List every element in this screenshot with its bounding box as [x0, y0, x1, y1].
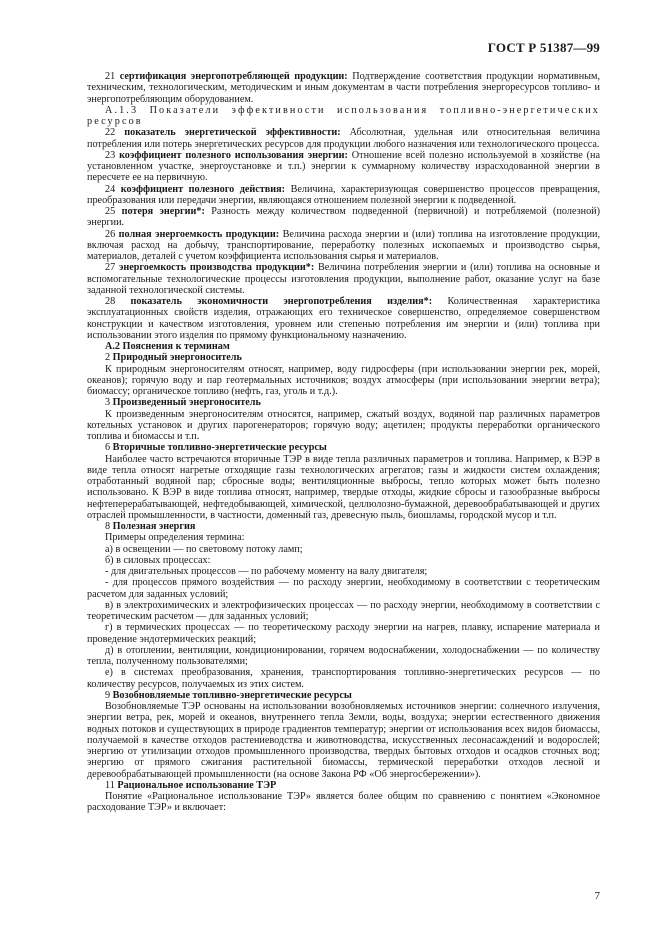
paragraph-text: Наиболее часто встречаются вторичные ТЭР в виде тепла различных параметров и топлива. Например, к ВЭР в виде тепла относят нагретые отходящие газы технологических агрегатов; газы и жидкости систем охлаждения; отработанный водяной пар; сбросные воды; вентиляционные выбросы, тепло которых может быть полезно использовано. К ВЭР в виде топлива относят, например, твердые отходы, жидкие сбросы и газообразные выбросы нефтеперерабатывающей, нефтедобывающей, химической, целлюлозно-бумажной, деревообрабатывающей и других отраслей промышленности, в частности, доменный газ, древесную пыль, биошламы, городской мусор и т.п. [87, 453, 600, 521]
subsection-title: Возобновляемые топливно-энергетические ресурсы [112, 689, 352, 701]
term-text: Величина, характеризующая совершенство процессов превращения, преобразования или передачи энергии, являющаяся отношением полезной энергии к подведенной. [87, 183, 600, 206]
paragraph-text: д) в отоплении, вентиляции, кондиционировании, горячем водоснабжении, холодоснабжении — по количеству тепла, полученному пользователями; [87, 644, 600, 667]
term-text: Количественная характеристика эксплуатационных свойств изделия, отражающих его техническое совершенство, определяемое совершенством конструкции и качеством изготовления, уровнем или степенью потребления им энергии и (или) топлива при использовании этого изделия по прямому функциональному назначению. [87, 296, 601, 341]
paragraph-text: б) в силовых процессах: [105, 554, 211, 566]
term-text: Подтверждение соответствия продукции нормативным, техническим, технологическим, методическим и иным документам в части потребления энергоресурсов топливо- и энергопотребляющим оборудованием. [87, 71, 600, 105]
term-text: Величина расхода энергии и (или) топлива на изготовление продукции, включая расход на добычу, транспортирование, переработку полезных ископаемых и производство сырья, материалов, деталей с учетом коэффициента использования сырья и материалов. [87, 228, 601, 262]
paragraph-text: а) в освещении — по световому потоку ламп; [105, 543, 303, 555]
page-number: 7 [594, 890, 600, 902]
paragraph [87, 791, 600, 814]
paragraph-text: Примеры определения термина: [105, 532, 245, 544]
term-definition [87, 229, 600, 263]
paragraph [87, 364, 600, 398]
subsection-number: 8 [105, 521, 111, 532]
paragraph-text: Понятие «Рациональное использование ТЭР» является более общим по сравнению с понятием «Экономное расходование ТЭР» и включает: [87, 791, 600, 814]
term-number: 21 [105, 71, 116, 82]
paragraph [87, 454, 600, 522]
term-number: 28 [105, 296, 116, 307]
paragraph [87, 600, 600, 623]
term-name: сертификация энергопотребляющей продукции: [119, 71, 348, 82]
subsection-title: Полезная энергия [112, 521, 196, 532]
term-name: коэффициент полезного использования энергии: [119, 149, 348, 161]
document-body [87, 71, 600, 814]
term-number: 26 [105, 228, 116, 240]
subsection-number: 2 [105, 352, 111, 364]
paragraph [87, 577, 600, 600]
subsection-number: 9 [105, 689, 111, 701]
term-number: 25 [105, 206, 116, 217]
paragraph-text: г) в термических процессах — по теоретическому расходу энергии на нагрев, плавку, испарение материала и проведение эндотермических реакций; [87, 622, 600, 645]
term-text: Разность между количеством подведенной (первичной) и потребляемой (полезной) энергии. [87, 206, 601, 229]
subsection-title: Природный энергоноситель [112, 352, 242, 364]
term-number: 22 [105, 127, 116, 139]
paragraph [87, 532, 600, 543]
paragraph-text: е) в системах преобразования, хранения, транспортирования топливно-энергетических ресурсов — по количеству ресурсов, получаемых из этих систем. [87, 667, 600, 690]
subsection-heading [87, 442, 600, 453]
paragraph [87, 409, 600, 443]
term-name: потеря энергии*: [121, 206, 205, 217]
term-name: энергоемкость производства продукции*: [118, 262, 315, 274]
subsection-title: Рациональное использование ТЭР [117, 779, 277, 791]
subsection-number: 11 [105, 779, 115, 791]
term-definition [87, 127, 600, 150]
term-text: Отношение всей полезно используемой в хозяйстве (на установленном участке, энергоустановке и т.п.) энергии к суммарному количеству израсходованной энергии в пересчете ее на первичную. [87, 149, 601, 184]
term-name: показатель экономичности энергопотребления изделия*: [130, 296, 433, 307]
paragraph [87, 667, 600, 690]
subsection-heading [87, 341, 600, 352]
term-number: 27 [105, 262, 116, 274]
subsection-heading [87, 690, 600, 701]
paragraph [87, 701, 600, 780]
term-definition [87, 262, 600, 296]
paragraph-text: Возобновляемые ТЭР основаны на использовании возобновляемых источников энергии: солнечного излучения, энергии ветра, рек, морей и океанов, внутреннего тепла Земли, воды, воздуха; энергии естественного движения водных потоков и существующих в природе градиентов температур; энергии от использования всех видов биомассы, получаемой в качестве отходов растениеводства и животноводства, искусственных лесонасаждений и водорослей; энергию от утилизации отходов промышленного производства, твердых бытовых отходов и осадков сточных вод; энергию от прямого сжигания растительной биомассы, термической переработки отходов лесной и деревообрабатывающей промышленности (на основе Закона РФ «Об энергосбережении»). [87, 701, 600, 780]
term-name: полная энергоемкость продукции: [118, 228, 280, 240]
term-definition [87, 184, 600, 207]
paragraph-text: в) в электрохимических и электрофизических процессах — по расходу энергии, необходимому в соответствии с теоретическим расчетом — для заданных условий; [87, 599, 600, 622]
subsection-title: А.2 Пояснения к терминам [105, 341, 230, 352]
term-number: 24 [105, 183, 116, 195]
paragraph [87, 555, 600, 566]
term-text: Величина потребления энергии и (или) топлива на основные и вспомогательные технологические процессы изготовления продукции, выполнение работ, оказание услуг на базе заданной технологической системы. [87, 262, 601, 296]
standard-header: ГОСТ Р 51387—99 [487, 40, 600, 55]
paragraph-text: К природным энергоносителям относят, например, воду гидросферы (при использовании энергии рек, морей, океанов); горячую воду и пар геотермальных источников; воздух атмосферы (при использовании энергии ветра); биомассу; органическое топливо (нефть, газ, уголь и т.д.). [87, 363, 600, 397]
paragraph [87, 544, 600, 555]
subsection-number: 3 [105, 397, 111, 409]
term-definition [87, 206, 600, 229]
paragraph-text: К произведенным энергоносителям относятся, например, сжатый воздух, водяной пар различных параметров котельных установок и других парогенераторов; горячую воду; ацетилен; продукты переработки органического топлива и биомассы и т.п. [87, 408, 600, 442]
subsection-heading [87, 352, 600, 363]
subsection-title: Вторичные топливно-энергетические ресурсы [112, 442, 327, 454]
section-heading [87, 105, 600, 128]
subsection-heading [87, 780, 600, 791]
subsection-title: Произведенный энергоноситель [112, 397, 261, 409]
term-number: 23 [105, 149, 116, 161]
term-definition [87, 150, 600, 184]
subsection-heading [87, 397, 600, 408]
subsection-number: 6 [105, 442, 111, 454]
paragraph-text: - для двигательных процессов — по рабочему моменту на валу двигателя; [105, 566, 428, 577]
subsection-heading [87, 521, 600, 532]
paragraph-text: - для процессов прямого воздействия — по расходу энергии, необходимому в соответствии с теоретическим расчетом для заданных условий; [87, 577, 600, 600]
section-heading-text: А.1.3 Показатели эффективности использования топливно-энергетических ресурсов [87, 104, 600, 127]
term-definition [87, 296, 600, 341]
term-definition [87, 71, 600, 105]
term-text: Абсолютная, удельная или относительная величина потребления или потерь энергетических ресурсов для продукции любого назначения или технологического процесса. [87, 127, 601, 150]
term-name: показатель энергетической эффективности: [124, 127, 341, 139]
term-name: коэффициент полезного действия: [120, 183, 286, 195]
paragraph [87, 566, 600, 577]
paragraph [87, 622, 600, 645]
paragraph [87, 645, 600, 668]
